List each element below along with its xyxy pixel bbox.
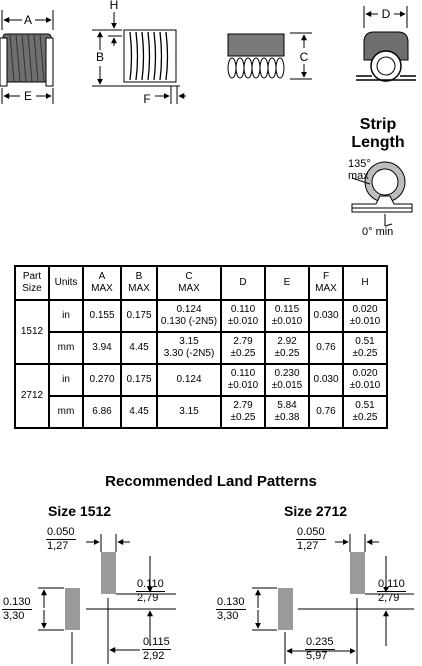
- header-part-size: Part Size: [15, 266, 49, 300]
- cell-a: 6.86: [83, 396, 121, 428]
- end-view-d: [356, 6, 416, 81]
- lp1512-top-dimension: $\frac{0.050}{1,27}$: [47, 526, 75, 552]
- label-a: A: [23, 13, 33, 27]
- table-header-row: [15, 266, 387, 300]
- header-f: F MAX: [309, 266, 343, 300]
- cell-a: 0.270: [83, 364, 121, 396]
- land-patterns-title: Recommended Land Patterns: [105, 473, 317, 490]
- specification-table: [14, 265, 388, 429]
- front-view-b-h-f: [92, 0, 186, 106]
- cell-f: 0.76: [309, 396, 343, 428]
- cell-units: in: [49, 364, 83, 396]
- size-2712-label: Size 2712: [284, 503, 348, 519]
- pad-left: [278, 588, 293, 630]
- cell-f: 0.030: [309, 364, 343, 396]
- strip-length-title: Strip Length: [351, 116, 405, 151]
- lp1512-left-dimension: $\frac{0.130}{3,30}$: [3, 596, 31, 622]
- header-a: A MAX: [83, 266, 121, 300]
- header-e: E: [265, 266, 309, 300]
- cell-d: 2.79 ±0.25: [221, 332, 265, 364]
- cell-d: 0.110 ±0.010: [221, 364, 265, 396]
- lp2712-right-dimension: $\frac{0.110}{2,79}$: [378, 578, 405, 604]
- cell-e: 5.84 ±0.38: [265, 396, 309, 428]
- cell-e: 0.230 ±0.015: [265, 364, 309, 396]
- label-f: F: [143, 92, 151, 106]
- header-h: H: [343, 266, 387, 300]
- label-c: C: [299, 50, 309, 64]
- label-d: D: [381, 7, 391, 21]
- side-view-a-e: [0, 10, 53, 104]
- cell-e: 0.115 ±0.010: [265, 300, 309, 332]
- header-d: D: [221, 266, 265, 300]
- pad-top: [350, 552, 365, 594]
- cell-f: 0.030: [309, 300, 343, 332]
- cell-b: 4.45: [121, 396, 157, 428]
- cell-f: 0.76: [309, 332, 343, 364]
- label-e: E: [23, 89, 33, 103]
- header-c: C MAX: [157, 266, 221, 300]
- pad-left: [65, 588, 80, 630]
- cell-h: 0.020 ±0.010: [343, 300, 387, 332]
- table-row: [15, 364, 387, 396]
- strip-min-label: 0° min: [362, 226, 394, 238]
- label-b: B: [95, 50, 105, 64]
- cell-b: 0.175: [121, 364, 157, 396]
- lp1512-bottom-dimension: $\frac{0.115}{2,92}$: [143, 636, 170, 662]
- strip-max-label: 135° max: [348, 158, 371, 182]
- cell-c: 0.124: [157, 364, 221, 396]
- cell-b: 4.45: [121, 332, 157, 364]
- cell-units: in: [49, 300, 83, 332]
- size-1512-label: Size 1512: [48, 503, 112, 519]
- pad-top: [101, 552, 116, 594]
- header-b: B MAX: [121, 266, 157, 300]
- header-units: Units: [49, 266, 83, 300]
- lp2712-bottom-dimension: $\frac{0.235}{5,97}$: [306, 636, 334, 662]
- cell-units: mm: [49, 396, 83, 428]
- cell-h: 0.020 ±0.010: [343, 364, 387, 396]
- cell-a: 0.155: [83, 300, 121, 332]
- cell-d: 2.79 ±0.25: [221, 396, 265, 428]
- cell-part-size: 2712: [15, 364, 49, 428]
- cell-h: 0.51 ±0.25: [343, 396, 387, 428]
- table-row: [15, 396, 387, 428]
- table-row: [15, 332, 387, 364]
- label-h: H: [109, 0, 119, 12]
- cell-b: 0.175: [121, 300, 157, 332]
- cell-c: 3.15 3.30 (-2N5): [157, 332, 221, 364]
- lp2712-left-dimension: $\frac{0.130}{3,30}$: [217, 596, 245, 622]
- cell-part-size: 1512: [15, 300, 49, 364]
- cell-h: 0.51 ±0.25: [343, 332, 387, 364]
- cell-c: 0.124 0.130 (-2N5): [157, 300, 221, 332]
- lp2712-top-dimension: $\frac{0.050}{1,27}$: [297, 526, 325, 552]
- table-row: [15, 300, 387, 332]
- cell-e: 2.92 ±0.25: [265, 332, 309, 364]
- coil-view-c: [228, 33, 312, 79]
- cell-a: 3.94: [83, 332, 121, 364]
- cell-units: mm: [49, 332, 83, 364]
- cell-c: 3.15: [157, 396, 221, 428]
- cell-d: 0.110 ±0.010: [221, 300, 265, 332]
- lp1512-right-dimension: $\frac{0.110}{2,79}$: [137, 578, 164, 604]
